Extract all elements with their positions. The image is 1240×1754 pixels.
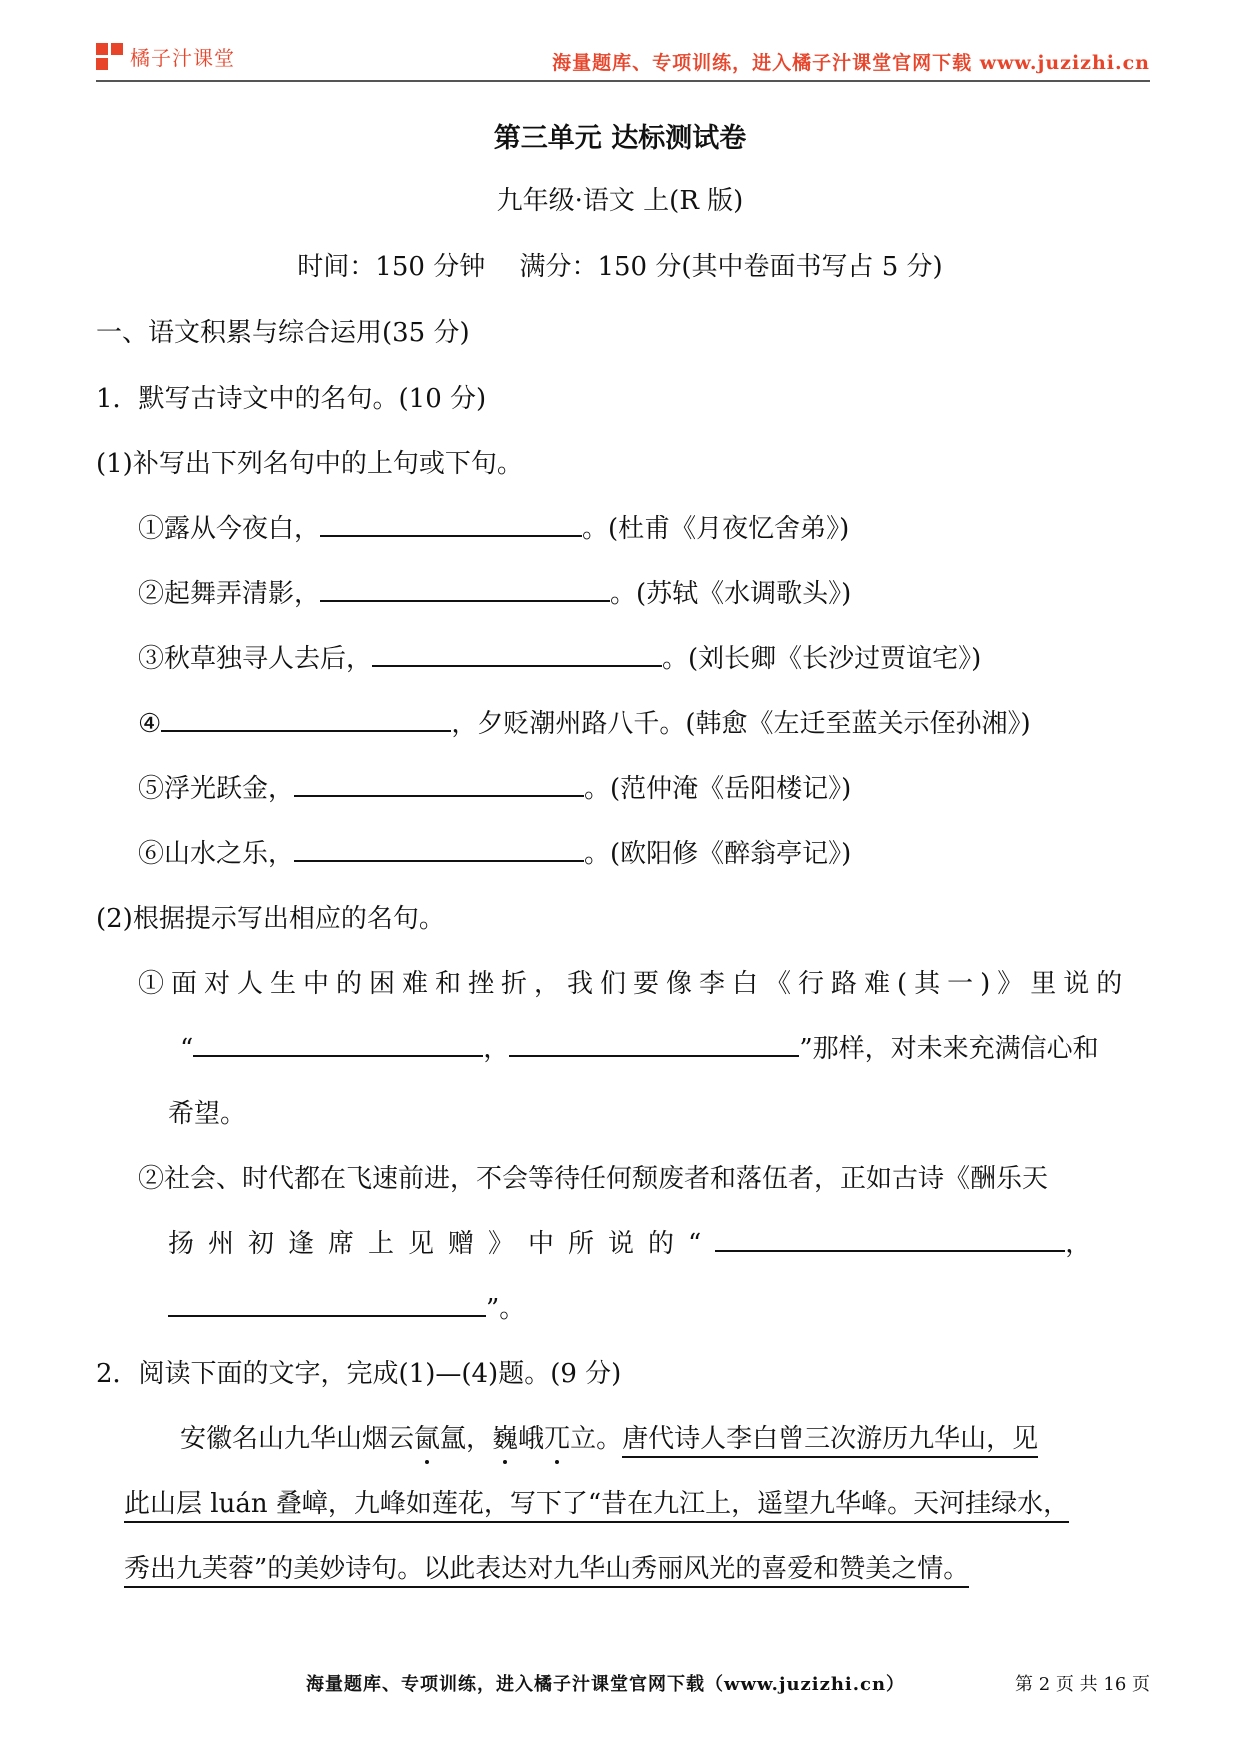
answer-blank[interactable] bbox=[161, 708, 451, 732]
underlined-passage: 唐代诗人李白曾三次游历九华山，见 bbox=[622, 1424, 1038, 1458]
prompt-1-line-3: 希望。 bbox=[168, 1099, 247, 1129]
answer-blank[interactable] bbox=[294, 773, 584, 797]
question-1-part-1: (1)补写出下列名句中的上句或下句。 bbox=[96, 449, 523, 479]
passage-line-2 bbox=[124, 1483, 1069, 1520]
close-quote: ”。 bbox=[486, 1294, 526, 1324]
passage-text: 氲， bbox=[440, 1424, 493, 1454]
item-source: 。(刘长卿《长沙过贾谊宅》) bbox=[662, 644, 982, 674]
prompt-1-tail: ”那样，对未来充满信心和 bbox=[799, 1034, 1099, 1064]
item-prefix: ③秋草独寻人去后， bbox=[138, 644, 373, 674]
answer-blank[interactable] bbox=[193, 1033, 483, 1057]
prompt-2-line-1: ②社会、时代都在飞速前进，不会等待任何颓废者和落伍者，正如古诗《酬乐天 bbox=[138, 1164, 1049, 1194]
fill-item-2 bbox=[138, 573, 851, 610]
question-2-stem: 2．阅读下面的文字，完成(1)—(4)题。(9 分) bbox=[96, 1359, 622, 1389]
answer-blank[interactable] bbox=[168, 1293, 486, 1317]
fill-item-5 bbox=[138, 768, 851, 805]
comma: ， bbox=[483, 1034, 510, 1064]
brand-logo[interactable] bbox=[96, 42, 235, 71]
item-prefix: ①露从今夜白， bbox=[138, 514, 321, 544]
footer-slogan[interactable]: 海量题库、专项训练，进入橘子汁课堂官网下载（www.juzizhi.cn） bbox=[306, 1674, 906, 1695]
item-source: 。(范仲淹《岳阳楼记》) bbox=[584, 774, 852, 804]
comma: ， bbox=[1065, 1229, 1106, 1259]
underlined-passage: 秀出九芙蓉”的美妙诗句。以此表达对九华山秀丽风光的喜爱和赞美之情。 bbox=[124, 1554, 969, 1588]
logo-icon bbox=[96, 43, 124, 71]
fill-item-3 bbox=[138, 638, 981, 675]
page-header bbox=[96, 40, 1150, 80]
passage-line-3 bbox=[124, 1548, 969, 1585]
passage-text: 安徽名山九华山烟云 bbox=[180, 1424, 415, 1454]
prompt-1-line-2 bbox=[180, 1028, 1099, 1065]
answer-blank[interactable] bbox=[320, 513, 582, 537]
answer-blank[interactable] bbox=[715, 1228, 1065, 1252]
dotted-char: 巍 bbox=[492, 1424, 519, 1454]
item-prefix: ⑥山水之乐， bbox=[138, 839, 295, 869]
item-source: 。(欧阳修《醉翁亭记》) bbox=[584, 839, 852, 869]
answer-blank[interactable] bbox=[294, 838, 584, 862]
dotted-char: 兀 bbox=[544, 1424, 571, 1454]
prompt-1-line-1: ①面对人生中的困难和挫折，我们要像李白《行路难(其一)》里说的 bbox=[138, 969, 1130, 999]
item-prefix: ⑤浮光跃金， bbox=[138, 774, 295, 804]
exam-time-info: 时间：150 分钟 满分：150 分(其中卷面书写占 5 分) bbox=[297, 252, 943, 282]
fill-item-1 bbox=[138, 508, 849, 545]
item-source: ，夕贬潮州路八千。(韩愈《左迁至蓝关示侄孙湘》) bbox=[451, 709, 1031, 739]
passage-text: 立。 bbox=[570, 1424, 623, 1454]
prompt-2-text: 扬州初逢席上见赠》中所说的“ bbox=[168, 1229, 716, 1259]
question-1-part-2: (2)根据提示写出相应的名句。 bbox=[96, 904, 445, 934]
prompt-2-line-2 bbox=[168, 1223, 1105, 1260]
fill-item-4 bbox=[138, 703, 1031, 740]
fill-item-6 bbox=[138, 833, 851, 870]
logo-text: 橘子汁课堂 bbox=[130, 46, 235, 70]
underlined-passage: 此山层 luán 叠嶂，九峰如莲花，写下了“昔在九江上，遥望九华峰。天河挂绿水， bbox=[124, 1489, 1069, 1523]
section-heading: 一、语文积累与综合运用(35 分) bbox=[96, 318, 470, 348]
header-slogan[interactable]: 海量题库、专项训练，进入橘子汁课堂官网下载 www.juzizhi.cn bbox=[552, 52, 1150, 74]
page-title: 第三单元 达标测试卷 bbox=[493, 123, 747, 154]
item-source: 。(苏轼《水调歌头》) bbox=[610, 579, 852, 609]
passage-line-1 bbox=[180, 1418, 1038, 1455]
answer-blank[interactable] bbox=[509, 1033, 799, 1057]
page-subtitle: 九年级·语文 上(R 版) bbox=[496, 186, 744, 216]
answer-blank[interactable] bbox=[372, 643, 662, 667]
question-1-stem: 1．默写古诗文中的名句。(10 分) bbox=[96, 384, 487, 414]
open-quote: “ bbox=[180, 1034, 194, 1064]
header-divider bbox=[96, 80, 1150, 82]
item-source: 。(杜甫《月夜忆舍弟》) bbox=[582, 514, 850, 544]
answer-blank[interactable] bbox=[320, 578, 610, 602]
item-prefix: ④ bbox=[138, 709, 162, 739]
dotted-char: 氤 bbox=[414, 1424, 441, 1454]
passage-text: 峨 bbox=[518, 1424, 545, 1454]
page-number: 第 2 页 共 16 页 bbox=[1015, 1674, 1150, 1695]
item-prefix: ②起舞弄清影， bbox=[138, 579, 321, 609]
prompt-2-line-3 bbox=[168, 1288, 525, 1325]
